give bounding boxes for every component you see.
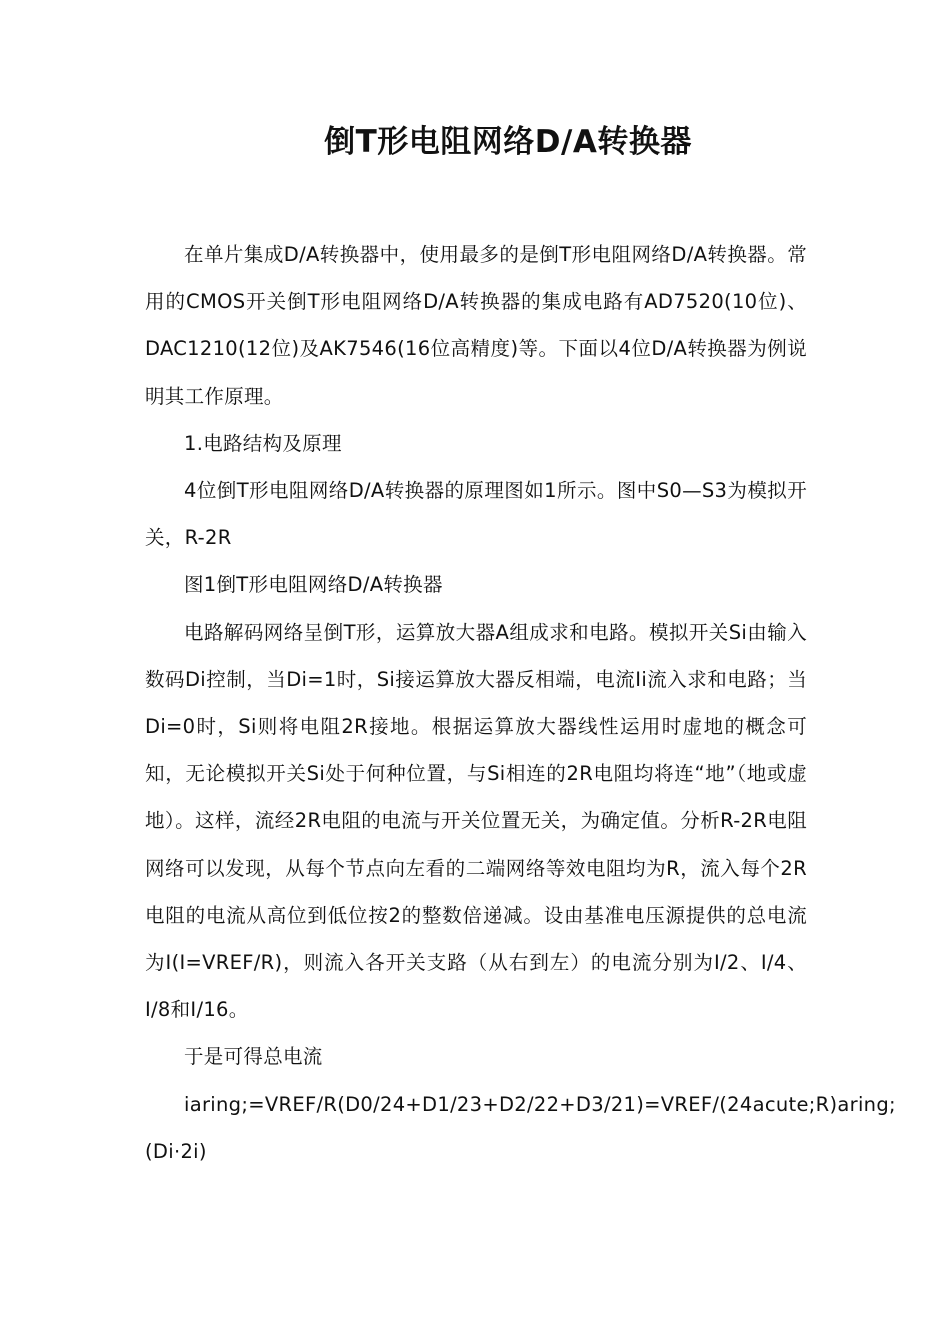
document-title: 倒T形电阻网络D/A转换器 — [324, 124, 692, 160]
principle-paragraph: 电路解码网络呈倒T形，运算放大器A组成求和电路。模拟开关Si由输入数码Di控制，当Di=1时，Si接运算放大器反相端，电流Ii流入求和电路；当Di=0时，Si则将电阻2R接地。根据运算放大器线性运用时虚地的概念可知，无论模拟开关Si处于何种位置，与Si相连的2R电阻均将连“地”（地或虚地）。这样，流经2R电阻的电流与开关位置无关，为确定值。分析R-2R电阻网络可以发现，从每个节点向左看的二端网络等效电阻均为R，流入每个2R电阻的电流从高位到低位按2的整数倍递减。设由基准电压源提供的总电流为I(I=VREF/R)，则流入各开关支路（从右到左）的电流分别为I/2、I/4、I/8和I/16。 — [145, 620, 807, 1022]
total-current-formula: iaring;=VREF/R(D0/24+D1/23+D2/22+D3/21)=VREF/(24acute;R)aring;(Di·2i) — [145, 1092, 896, 1163]
figure-caption: 图1倒T形电阻网络D/A转换器 — [184, 573, 443, 597]
total-current-intro: 于是可得总电流 — [184, 1045, 323, 1069]
document-body — [145, 231, 896, 1175]
schematic-paragraph: 4位倒T形电阻网络D/A转换器的原理图如1所示。图中S0—S3为模拟开关，R-2R — [145, 479, 807, 550]
section-heading: 1.电路结构及原理 — [184, 431, 342, 455]
intro-paragraph: 在单片集成D/A转换器中，使用最多的是倒T形电阻网络D/A转换器。常用的CMOS开关倒T形电阻网络D/A转换器的集成电路有AD7520(10位)、DAC1210(12位)及AK7546(16位高精度)等。下面以4位D/A转换器为例说明其工作原理。 — [145, 243, 807, 408]
